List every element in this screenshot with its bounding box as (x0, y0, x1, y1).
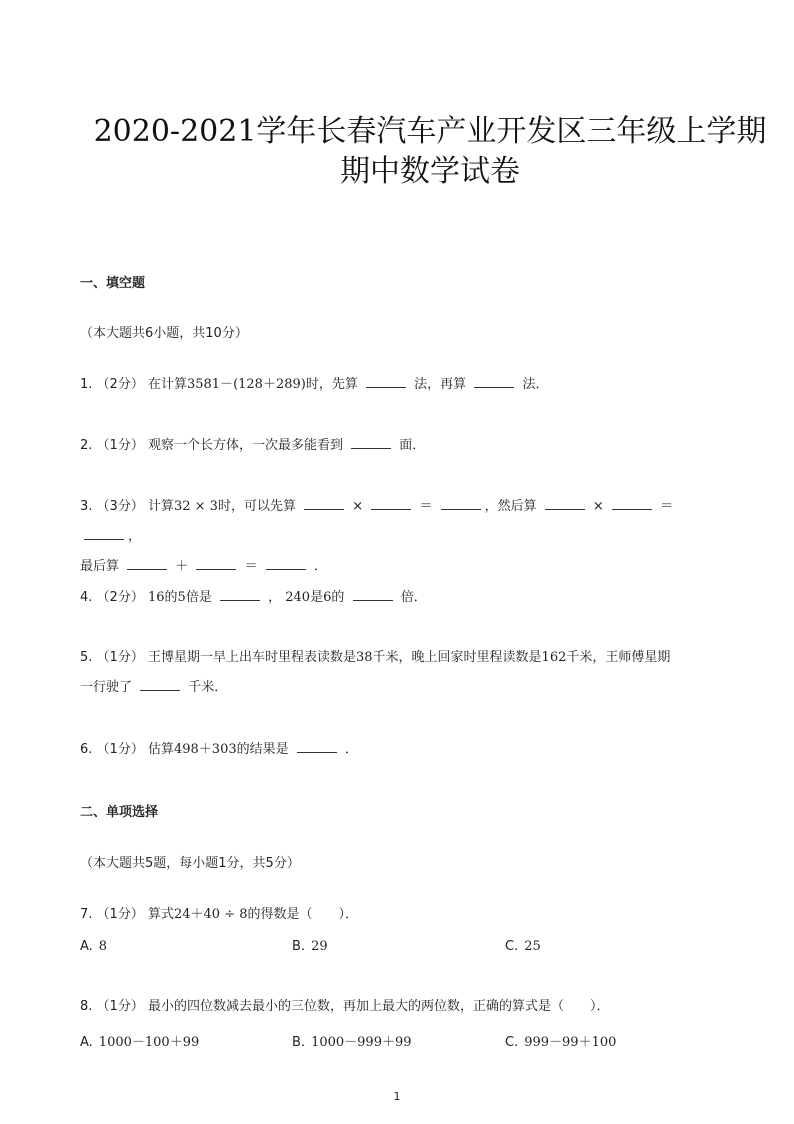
q6-number: 6. (80, 742, 93, 757)
q3-blank-9[interactable] (266, 557, 306, 570)
q8-option-b[interactable] (292, 1031, 412, 1050)
q4-text-b: 倍是 (185, 590, 212, 605)
q4-text-a: 的 (164, 590, 178, 605)
q1-text-a: 在计算 (147, 377, 187, 392)
section2-heading: 二、单项选择 (80, 805, 159, 820)
q5-value-2: 162 (541, 650, 567, 665)
q1-expression: 3581－(128＋289) (186, 377, 306, 392)
q3-score: （3分） (96, 499, 144, 514)
question-5 (80, 643, 720, 703)
q8-option-c-value: 999－99＋100 (524, 1035, 617, 1050)
q1-text-d: 法． (522, 377, 549, 392)
q8-score: （1分） (96, 999, 144, 1014)
q4-value-2: 5 (177, 590, 186, 605)
q6-text-a: 估算 (147, 742, 174, 757)
q4-value-3: 240 (285, 590, 311, 605)
q7-option-b-value: 29 (311, 939, 328, 954)
q6-blank-1[interactable] (297, 740, 337, 753)
q3-blank-5[interactable] (612, 497, 652, 510)
q5-number: 5. (80, 650, 93, 665)
q3-comma: ， (128, 529, 142, 544)
q5-blank-1[interactable] (140, 678, 180, 691)
q3-equals-1: ＝ (419, 499, 433, 514)
q1-text-b: 时，先算 (305, 377, 358, 392)
q5-text-a: 王博星期一早上出车时里程表读数是 (147, 650, 356, 665)
q3-blank-7[interactable] (127, 557, 167, 570)
q4-text-d: 是 (310, 590, 324, 605)
q4-number: 4. (80, 590, 93, 605)
q1-score: （2分） (96, 377, 144, 392)
q1-blank-2[interactable] (474, 375, 514, 388)
q3-blank-3[interactable] (441, 497, 481, 510)
question-6 (80, 735, 720, 765)
question-1 (80, 370, 720, 400)
q4-text-f: 倍． (400, 590, 427, 605)
q4-value-4: 6 (323, 590, 332, 605)
q8-option-a-value: 1000－100＋99 (98, 1035, 200, 1050)
question-3 (80, 492, 720, 582)
q4-blank-1[interactable] (220, 588, 260, 601)
q7-expression: 24＋40 ÷ 8 (173, 907, 248, 922)
q8-option-c[interactable] (505, 1031, 616, 1050)
q7-option-b[interactable] (292, 939, 328, 954)
q7-number: 7. (80, 907, 93, 922)
section1-heading: 一、填空题 (80, 276, 146, 291)
q6-end: ． (344, 742, 358, 757)
q1-blank-1[interactable] (366, 375, 406, 388)
q8-option-a-letter: A. (80, 1035, 93, 1050)
q7-option-b-letter: B. (292, 939, 306, 954)
section1-note: （本大题共6小题，共10分） (80, 326, 248, 341)
page-number: 1 (393, 1090, 401, 1103)
q3-times-1: × (352, 499, 364, 514)
q4-score: （2分） (96, 590, 144, 605)
q3-blank-6[interactable] (84, 527, 124, 540)
exam-title-line2: 期中数学试卷 (340, 154, 520, 189)
q4-text-c: ， (268, 590, 282, 605)
q3-text-d: 最后算 (80, 559, 120, 574)
q7-score: （1分） (96, 907, 144, 922)
q3-number: 3. (80, 499, 93, 514)
question-7 (80, 900, 720, 930)
q4-text-e: 的 (331, 590, 345, 605)
q7-text-a: 算式 (147, 907, 174, 922)
q1-number: 1. (80, 377, 93, 392)
q6-text-b: 的结果是 (236, 742, 289, 757)
q3-blank-8[interactable] (196, 557, 236, 570)
q2-number: 2. (80, 438, 93, 453)
q5-text-b: 千米，晚上回家时里程读数是 (372, 650, 542, 665)
q3-end: ． (313, 559, 327, 574)
q4-value-1: 16 (147, 590, 165, 605)
q6-expression: 498＋303 (173, 742, 237, 757)
q3-equals-2: ＝ (660, 499, 674, 514)
question-2 (80, 431, 720, 461)
q3-plus: ＋ (175, 559, 189, 574)
q5-text-d: 一行驶了 (80, 680, 133, 695)
q3-blank-4[interactable] (545, 497, 585, 510)
q8-option-c-letter: C. (505, 1035, 519, 1050)
q8-text-a: 最小的四位数减去最小的三位数，再加上最大的两位数，正确的算式是（ ）． (147, 999, 610, 1014)
q3-blank-2[interactable] (371, 497, 411, 510)
q3-text-b: 时，可以先算 (217, 499, 296, 514)
q7-option-a[interactable] (80, 939, 107, 954)
q5-value-1: 38 (355, 650, 373, 665)
q5-score: （1分） (96, 650, 144, 665)
q5-text-e: 千米． (188, 680, 228, 695)
question-8 (80, 992, 720, 1022)
q7-text-b: 的得数是（ ）． (247, 907, 359, 922)
q3-text-a: 计算 (147, 499, 174, 514)
q2-text-a: 观察一个长方体，一次最多能看到 (147, 438, 343, 453)
q2-score: （1分） (96, 438, 144, 453)
q5-text-c: 千米，王师傅星期 (566, 650, 671, 665)
q7-option-c[interactable] (505, 939, 541, 954)
q2-text-b: 面． (399, 438, 426, 453)
q7-option-a-letter: A. (80, 939, 93, 954)
q3-times-2: × (592, 499, 604, 514)
exam-title-line1: 2020-2021学年长春汽车产业开发区三年级上学期 (93, 114, 767, 149)
section2-note: （本大题共5题，每小题1分，共5分） (80, 856, 300, 871)
q1-text-c: 法，再算 (414, 377, 467, 392)
q3-text-c: ，然后算 (484, 499, 537, 514)
q6-score: （1分） (96, 742, 144, 757)
q7-option-c-letter: C. (505, 939, 519, 954)
q8-option-b-letter: B. (292, 1035, 306, 1050)
q3-expression: 32 × 3 (173, 499, 218, 514)
question-4 (80, 583, 720, 613)
q8-option-a[interactable] (80, 1031, 199, 1050)
q3-blank-1[interactable] (304, 497, 344, 510)
q7-option-c-value: 25 (524, 939, 541, 954)
q7-option-a-value: 8 (98, 939, 108, 954)
q8-number: 8. (80, 999, 93, 1014)
q4-blank-2[interactable] (353, 588, 393, 601)
q3-equals-3: ＝ (244, 559, 258, 574)
q8-option-b-value: 1000－999＋99 (311, 1035, 412, 1050)
q2-blank-1[interactable] (351, 436, 391, 449)
